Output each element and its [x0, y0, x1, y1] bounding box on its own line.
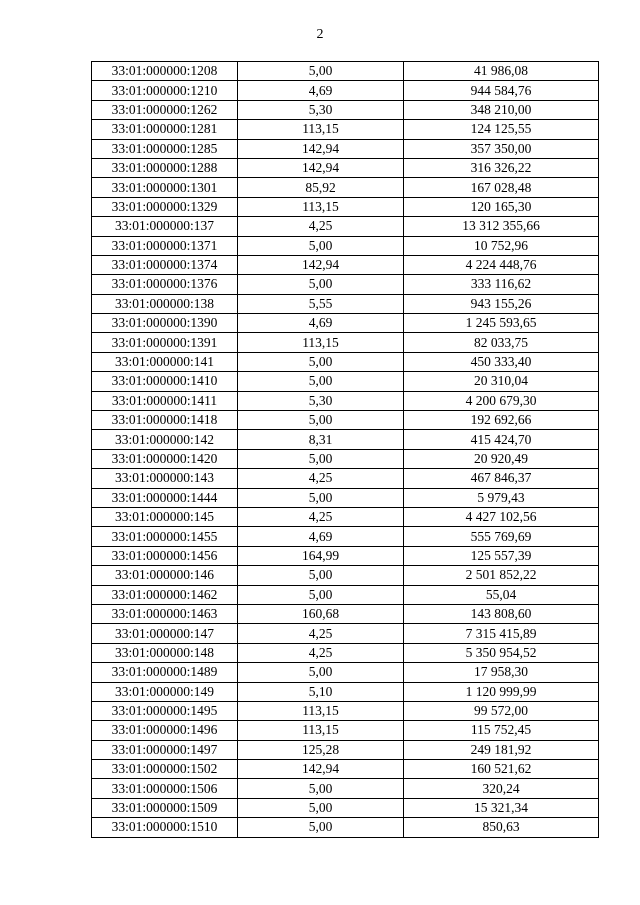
cadastral-number-cell: 33:01:000000:137 — [92, 217, 238, 236]
table-row — [92, 275, 599, 294]
table-row — [92, 818, 599, 837]
value-cell: 1 245 593,65 — [404, 314, 599, 333]
value-cell: 5 979,43 — [404, 488, 599, 507]
rate-cell: 85,92 — [238, 178, 404, 197]
value-cell: 167 028,48 — [404, 178, 599, 197]
table-row — [92, 663, 599, 682]
cadastral-number-cell: 33:01:000000:1463 — [92, 604, 238, 623]
cadastral-number-cell: 33:01:000000:1371 — [92, 236, 238, 255]
table-row — [92, 236, 599, 255]
rate-cell: 4,69 — [238, 314, 404, 333]
cadastral-number-cell: 33:01:000000:1506 — [92, 779, 238, 798]
rate-cell: 160,68 — [238, 604, 404, 623]
rate-cell: 5,55 — [238, 294, 404, 313]
value-cell: 15 321,34 — [404, 798, 599, 817]
cadastral-number-cell: 33:01:000000:1210 — [92, 81, 238, 100]
table-body — [92, 62, 599, 838]
cadastral-number-cell: 33:01:000000:1301 — [92, 178, 238, 197]
table-row — [92, 411, 599, 430]
rate-cell: 4,25 — [238, 624, 404, 643]
rate-cell: 142,94 — [238, 158, 404, 177]
table-row — [92, 255, 599, 274]
value-cell: 20 310,04 — [404, 372, 599, 391]
rate-cell: 142,94 — [238, 760, 404, 779]
cadastral-number-cell: 33:01:000000:1497 — [92, 740, 238, 759]
cadastral-number-cell: 33:01:000000:1329 — [92, 197, 238, 216]
cadastral-number-cell: 33:01:000000:143 — [92, 469, 238, 488]
value-cell: 82 033,75 — [404, 333, 599, 352]
table-row — [92, 197, 599, 216]
table-row — [92, 449, 599, 468]
value-cell: 99 572,00 — [404, 701, 599, 720]
value-cell: 55,04 — [404, 585, 599, 604]
table-row — [92, 62, 599, 81]
table-row — [92, 701, 599, 720]
value-cell: 4 200 679,30 — [404, 391, 599, 410]
cadastral-number-cell: 33:01:000000:1391 — [92, 333, 238, 352]
table-row — [92, 721, 599, 740]
table-row — [92, 158, 599, 177]
cadastral-number-cell: 33:01:000000:1285 — [92, 139, 238, 158]
cadastral-number-cell: 33:01:000000:1411 — [92, 391, 238, 410]
table-row — [92, 527, 599, 546]
cadastral-number-cell: 33:01:000000:146 — [92, 566, 238, 585]
value-cell: 357 350,00 — [404, 139, 599, 158]
value-cell: 850,63 — [404, 818, 599, 837]
rate-cell: 5,30 — [238, 391, 404, 410]
value-cell: 320,24 — [404, 779, 599, 798]
rate-cell: 5,00 — [238, 372, 404, 391]
rate-cell: 142,94 — [238, 139, 404, 158]
rate-cell: 8,31 — [238, 430, 404, 449]
cadastral-number-cell: 33:01:000000:1262 — [92, 100, 238, 119]
rate-cell: 5,00 — [238, 566, 404, 585]
rate-cell: 5,00 — [238, 798, 404, 817]
cadastral-number-cell: 33:01:000000:1420 — [92, 449, 238, 468]
value-cell: 192 692,66 — [404, 411, 599, 430]
cadastral-number-cell: 33:01:000000:1281 — [92, 120, 238, 139]
value-cell: 124 125,55 — [404, 120, 599, 139]
value-cell: 348 210,00 — [404, 100, 599, 119]
page-number: 2 — [316, 27, 324, 42]
table-row — [92, 469, 599, 488]
rate-cell: 4,69 — [238, 527, 404, 546]
value-cell: 4 224 448,76 — [404, 255, 599, 274]
rate-cell: 164,99 — [238, 546, 404, 565]
cadastral-number-cell: 33:01:000000:1509 — [92, 798, 238, 817]
rate-cell: 5,00 — [238, 352, 404, 371]
rate-cell: 113,15 — [238, 120, 404, 139]
value-cell: 333 116,62 — [404, 275, 599, 294]
cadastral-number-cell: 33:01:000000:1208 — [92, 62, 238, 81]
rate-cell: 5,10 — [238, 682, 404, 701]
rate-cell: 4,25 — [238, 643, 404, 662]
rate-cell: 5,00 — [238, 449, 404, 468]
value-cell: 10 752,96 — [404, 236, 599, 255]
rate-cell: 4,69 — [238, 81, 404, 100]
cadastral-number-cell: 33:01:000000:1444 — [92, 488, 238, 507]
table-row — [92, 507, 599, 526]
cadastral-number-cell: 33:01:000000:138 — [92, 294, 238, 313]
table-row — [92, 488, 599, 507]
table-row — [92, 430, 599, 449]
table-row — [92, 314, 599, 333]
cadastral-number-cell: 33:01:000000:1462 — [92, 585, 238, 604]
cadastral-table — [91, 61, 599, 838]
rate-cell: 113,15 — [238, 701, 404, 720]
rate-cell: 113,15 — [238, 333, 404, 352]
value-cell: 450 333,40 — [404, 352, 599, 371]
table-row — [92, 643, 599, 662]
cadastral-number-cell: 33:01:000000:145 — [92, 507, 238, 526]
value-cell: 555 769,69 — [404, 527, 599, 546]
value-cell: 125 557,39 — [404, 546, 599, 565]
value-cell: 13 312 355,66 — [404, 217, 599, 236]
value-cell: 120 165,30 — [404, 197, 599, 216]
cadastral-number-cell: 33:01:000000:148 — [92, 643, 238, 662]
cadastral-number-cell: 33:01:000000:1456 — [92, 546, 238, 565]
rate-cell: 5,00 — [238, 488, 404, 507]
rate-cell: 142,94 — [238, 255, 404, 274]
cadastral-number-cell: 33:01:000000:1495 — [92, 701, 238, 720]
value-cell: 943 155,26 — [404, 294, 599, 313]
cadastral-number-cell: 33:01:000000:1510 — [92, 818, 238, 837]
cadastral-number-cell: 33:01:000000:1455 — [92, 527, 238, 546]
rate-cell: 4,25 — [238, 507, 404, 526]
rate-cell: 5,00 — [238, 779, 404, 798]
value-cell: 4 427 102,56 — [404, 507, 599, 526]
rate-cell: 5,00 — [238, 663, 404, 682]
value-cell: 115 752,45 — [404, 721, 599, 740]
cadastral-number-cell: 33:01:000000:141 — [92, 352, 238, 371]
table-row — [92, 779, 599, 798]
table-row — [92, 81, 599, 100]
table-row — [92, 139, 599, 158]
cadastral-number-cell: 33:01:000000:1496 — [92, 721, 238, 740]
value-cell: 1 120 999,99 — [404, 682, 599, 701]
table-row — [92, 178, 599, 197]
cadastral-number-cell: 33:01:000000:1390 — [92, 314, 238, 333]
rate-cell: 5,00 — [238, 62, 404, 81]
rate-cell: 113,15 — [238, 721, 404, 740]
value-cell: 41 986,08 — [404, 62, 599, 81]
table-row — [92, 798, 599, 817]
value-cell: 17 958,30 — [404, 663, 599, 682]
value-cell: 415 424,70 — [404, 430, 599, 449]
cadastral-number-cell: 33:01:000000:1376 — [92, 275, 238, 294]
value-cell: 467 846,37 — [404, 469, 599, 488]
table-row — [92, 585, 599, 604]
rate-cell: 5,00 — [238, 275, 404, 294]
value-cell: 5 350 954,52 — [404, 643, 599, 662]
table-row — [92, 120, 599, 139]
cadastral-number-cell: 33:01:000000:149 — [92, 682, 238, 701]
rate-cell: 5,00 — [238, 236, 404, 255]
table-row — [92, 682, 599, 701]
table-row — [92, 217, 599, 236]
table-row — [92, 624, 599, 643]
rate-cell: 5,00 — [238, 818, 404, 837]
value-cell: 7 315 415,89 — [404, 624, 599, 643]
table-row — [92, 352, 599, 371]
rate-cell: 4,25 — [238, 217, 404, 236]
value-cell: 2 501 852,22 — [404, 566, 599, 585]
rate-cell: 4,25 — [238, 469, 404, 488]
rate-cell: 5,00 — [238, 585, 404, 604]
cadastral-number-cell: 33:01:000000:1374 — [92, 255, 238, 274]
value-cell: 944 584,76 — [404, 81, 599, 100]
cadastral-number-cell: 33:01:000000:142 — [92, 430, 238, 449]
rate-cell: 5,00 — [238, 411, 404, 430]
table-row — [92, 740, 599, 759]
table-row — [92, 294, 599, 313]
cadastral-number-cell: 33:01:000000:1489 — [92, 663, 238, 682]
table-row — [92, 604, 599, 623]
rate-cell: 125,28 — [238, 740, 404, 759]
cadastral-number-cell: 33:01:000000:147 — [92, 624, 238, 643]
value-cell: 316 326,22 — [404, 158, 599, 177]
table-row — [92, 391, 599, 410]
value-cell: 160 521,62 — [404, 760, 599, 779]
cadastral-number-cell: 33:01:000000:1418 — [92, 411, 238, 430]
table-row — [92, 372, 599, 391]
cadastral-number-cell: 33:01:000000:1410 — [92, 372, 238, 391]
table-row — [92, 100, 599, 119]
cadastral-number-cell: 33:01:000000:1502 — [92, 760, 238, 779]
table-row — [92, 546, 599, 565]
rate-cell: 113,15 — [238, 197, 404, 216]
value-cell: 249 181,92 — [404, 740, 599, 759]
table-row — [92, 333, 599, 352]
value-cell: 143 808,60 — [404, 604, 599, 623]
table-row — [92, 760, 599, 779]
value-cell: 20 920,49 — [404, 449, 599, 468]
rate-cell: 5,30 — [238, 100, 404, 119]
cadastral-number-cell: 33:01:000000:1288 — [92, 158, 238, 177]
table-row — [92, 566, 599, 585]
